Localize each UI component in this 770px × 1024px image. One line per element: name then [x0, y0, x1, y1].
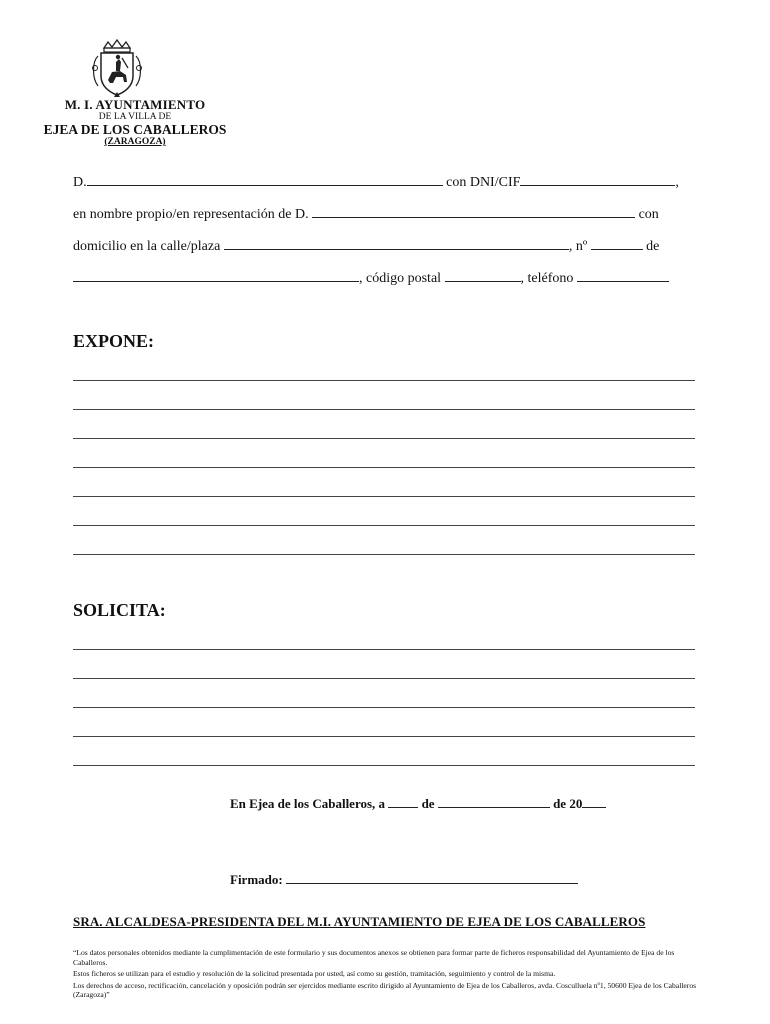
- date-de-label: de: [421, 796, 435, 811]
- addressee: SRA. ALCALDESA-PRESIDENTA DEL M.I. AYUNTAMIENTO DE EJEA DE LOS CABALLEROS: [73, 914, 646, 929]
- street-field[interactable]: [224, 236, 569, 250]
- city-row: [73, 268, 695, 287]
- phone-field[interactable]: [577, 268, 669, 282]
- address-suffix: de: [646, 239, 660, 254]
- id-number-field[interactable]: [520, 172, 675, 186]
- city-field[interactable]: [73, 268, 359, 282]
- representation-prefix: en nombre propio/en representación de D.: [73, 207, 309, 222]
- address-prefix: domicilio en la calle/plaza: [73, 239, 221, 254]
- expone-line[interactable]: [73, 467, 695, 468]
- phone-label: , teléfono: [520, 271, 574, 286]
- signature-row: [230, 870, 578, 888]
- solicita-line[interactable]: [73, 707, 695, 708]
- street-number-field[interactable]: [591, 236, 643, 250]
- date-year-label: de 20: [553, 796, 583, 811]
- applicant-row: [73, 172, 695, 191]
- solicita-line[interactable]: [73, 736, 695, 737]
- expone-line[interactable]: [73, 554, 695, 555]
- municipality-subtitle: DE LA VILLA DE: [98, 112, 172, 122]
- address-row: [73, 236, 695, 255]
- coat-of-arms-icon: [86, 38, 148, 100]
- solicita-line[interactable]: [73, 649, 695, 650]
- month-field[interactable]: [438, 794, 550, 808]
- signature-field[interactable]: [286, 870, 578, 884]
- legal-paragraph: Los derechos de acceso, rectificación, cancelación y oposición podrán ser ejercidos mediante escrito dirigido al Ayuntamiento de Ejea de los Caballeros, avda. Cosculluela nº1, 50600 Ejea de los Caballeros (Zaragoza)”: [73, 980, 697, 1000]
- applicant-prefix: D.: [73, 175, 87, 190]
- solicita-line[interactable]: [73, 678, 695, 679]
- signed-label: Firmado:: [230, 872, 283, 887]
- representation-row: [73, 204, 695, 223]
- represented-name-field[interactable]: [312, 204, 635, 218]
- province-name: (ZARAGOZA): [104, 137, 166, 147]
- date-row: [230, 794, 606, 812]
- municipality-title: M. I. AYUNTAMIENTO: [64, 97, 206, 112]
- date-place-label: En Ejea de los Caballeros, a: [230, 796, 386, 811]
- solicita-heading: SOLICITA:: [73, 600, 166, 620]
- row1-suffix: ,: [675, 175, 679, 190]
- municipality-name: EJEA DE LOS CABALLEROS: [43, 122, 227, 137]
- number-label: , nº: [568, 239, 588, 254]
- expone-line[interactable]: [73, 438, 695, 439]
- year-field[interactable]: [582, 794, 606, 808]
- id-label: con DNI/CIF: [442, 175, 521, 190]
- legal-paragraph: Estos ficheros se utilizan para el estudio y resolución de la solicitud presentada por usted, así como su gestión, tramitación, seguimiento y control de la misma.: [73, 969, 556, 979]
- postal-code-label: , código postal: [359, 271, 442, 286]
- solicita-line[interactable]: [73, 765, 695, 766]
- expone-line[interactable]: [73, 496, 695, 497]
- legal-paragraph: “Los datos personales obtenidos mediante la cumplimentación de este formulario y sus documentos anexos se obtienen para formar parte de ficheros responsabilidad del Ayuntamiento de Ejea de los Caballeros.: [73, 948, 675, 967]
- applicant-name-field[interactable]: [87, 172, 443, 186]
- day-field[interactable]: [388, 794, 418, 808]
- representation-suffix: con: [638, 207, 659, 222]
- postal-code-field[interactable]: [445, 268, 521, 282]
- expone-line[interactable]: [73, 380, 695, 381]
- expone-line[interactable]: [73, 409, 695, 410]
- legal-notice: [73, 948, 701, 1002]
- expone-heading: EXPONE:: [73, 331, 154, 351]
- expone-line[interactable]: [73, 525, 695, 526]
